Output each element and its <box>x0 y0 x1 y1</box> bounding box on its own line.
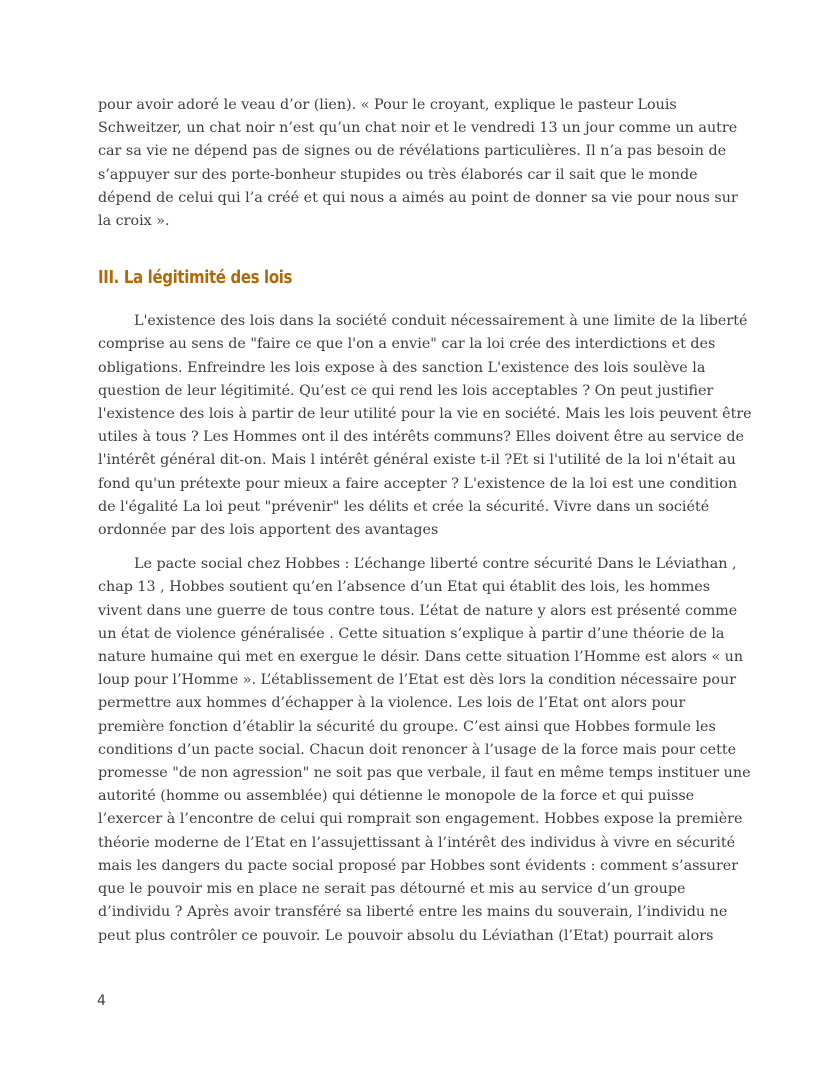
text-line: nature humaine qui met en exergue le désir. Dans cette situation l’Homme est alors « un <box>98 649 744 666</box>
text-line: promesse "de non agression" ne soit pas que verbale, il faut en même temps instituer une <box>98 765 751 782</box>
text-line: première fonction d’établir la sécurité du groupe. C’est ainsi que Hobbes formule les <box>98 718 716 735</box>
text-line: chap 13 , Hobbes soutient qu’en l’absence d’un Etat qui établit des lois, les hommes <box>98 579 711 596</box>
text-line: car sa vie ne dépend pas de signes ou de révélations particulières. Il n’a pas besoin de <box>98 143 727 160</box>
text-line: mais les dangers du pacte social proposé par Hobbes sont évidents : comment s’assurer <box>98 857 739 874</box>
text-line: un état de violence généralisée . Cette situation s’explique à partir d’une théorie de la <box>98 625 725 642</box>
text-line: obligations. Enfreindre les lois expose à des sanction L'existence des lois soulève la <box>98 359 706 376</box>
section-heading: III. La légitimité des lois <box>98 268 293 289</box>
text-line: que le pouvoir mis en place ne serait pas détourné et mis au service d’un groupe <box>98 881 686 898</box>
text-line: peut plus contrôler ce pouvoir. Le pouvoir absolu du Léviathan (l’Etat) pourrait alors <box>98 927 714 944</box>
text-line: comprise au sens de "faire ce que l'on a envie" car la loi crée des interdictions et des <box>98 336 716 353</box>
text-line: l'intérêt général dit-on. Mais l intérêt général existe t-il ?Et si l'utilité de la loi n'était au <box>98 452 736 469</box>
paragraph-hobbes <box>98 553 751 947</box>
page-number: 4 <box>97 993 106 1009</box>
paragraph-laws <box>98 310 752 542</box>
text-line: la croix ». <box>98 213 170 230</box>
text-line: utiles à tous ? Les Hommes ont il des intérêts communs? Elles doivent être au service de <box>98 429 744 446</box>
text-line: l'existence des lois à partir de leur utilité pour la vie en société. Mais les lois peuvent être <box>98 406 752 423</box>
text-line: autorité (homme ou assemblée) qui détienne le monopole de la force et qui puisse <box>98 788 695 805</box>
paragraph-intro <box>98 94 738 233</box>
text-line: ordonnée par des lois apportent des avantages <box>98 522 439 539</box>
text-line: pour avoir adoré le veau d’or (lien). « Pour le croyant, explique le pasteur Louis <box>98 97 677 113</box>
text-line: Schweitzer, un chat noir n’est qu’un chat noir et le vendredi 13 un jour comme un autre <box>98 120 738 137</box>
text-line: s’appuyer sur des porte-bonheur stupides ou très élaborés car il sait que le monde <box>98 166 698 183</box>
text-line: de l'égalité La loi peut "prévenir" les délits et crée la sécurité. Vivre dans un société <box>98 498 710 515</box>
text-line: question de leur légitimité. Qu’est ce qui rend les lois acceptables ? On peut justifier <box>98 382 714 399</box>
document-body <box>98 94 752 948</box>
text-line: fond qu'un prétexte pour mieux a faire accepter ? L'existence de la loi est une condition <box>98 475 738 492</box>
text-line: théorie moderne de l’Etat en l’assujettissant à l’intérêt des individus à vivre en sécurité <box>98 834 736 851</box>
text-line: conditions d’un pacte social. Chacun doit renoncer à l’usage de la force mais pour cette <box>98 741 737 758</box>
text-line: Le pacte social chez Hobbes : L’échange liberté contre sécurité Dans le Léviathan , <box>134 556 737 573</box>
text-line: d’individu ? Après avoir transféré sa liberté entre les mains du souverain, l’individu ne <box>98 904 728 921</box>
text-line: l’exercer à l’encontre de celui qui romprait son engagement. Hobbes expose la première <box>98 811 743 828</box>
text-line: L'existence des lois dans la société conduit nécessairement à une limite de la liberté <box>134 313 748 330</box>
text-line: loup pour l’Homme ». L’établissement de l’Etat est dès lors la condition nécessaire pour <box>98 672 737 689</box>
text-line: vivent dans une guerre de tous contre tous. L’état de nature y alors est présenté comme <box>98 602 738 619</box>
text-line: permettre aux hommes d’échapper à la violence. Les lois de l’Etat ont alors pour <box>98 695 686 712</box>
text-line: dépend de celui qui l’a créé et qui nous a aimés au point de donner sa vie pour nous sur <box>98 189 738 206</box>
